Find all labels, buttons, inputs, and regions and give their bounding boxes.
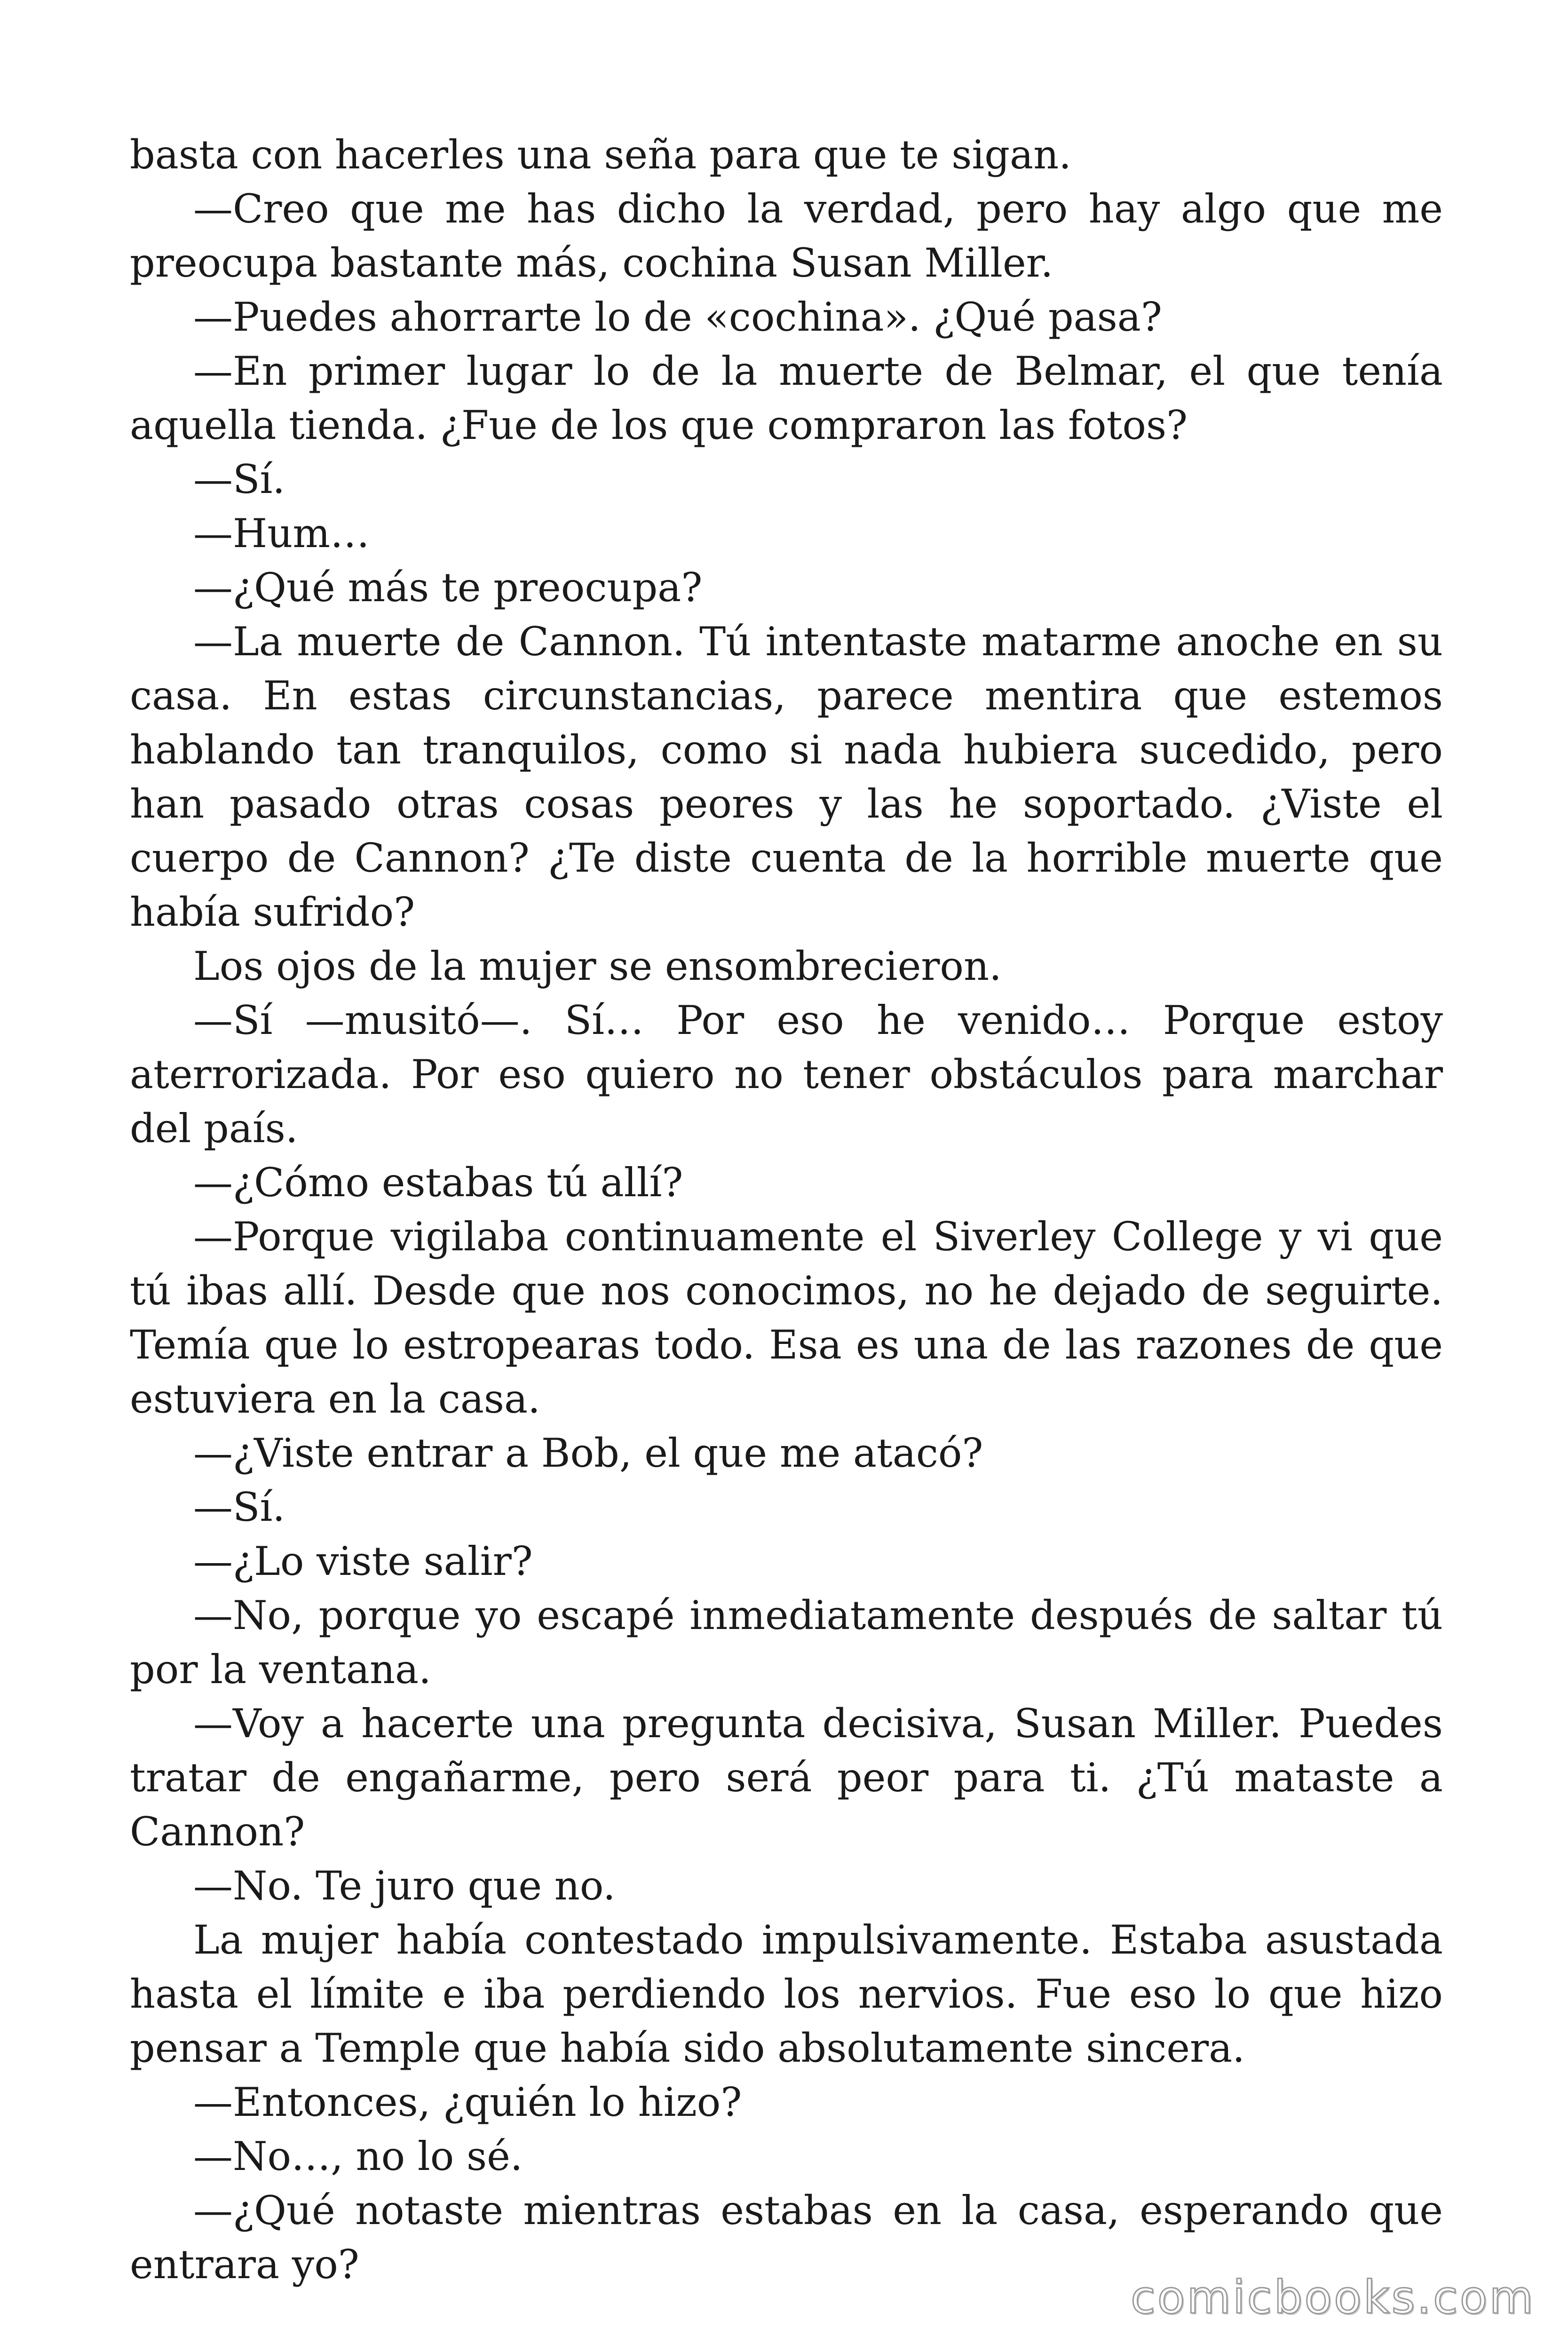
paragraph-7: —¿Qué más te preocupa? (193, 564, 703, 611)
paragraph-4: —En primer lugar lo de la muerte de Belmar, el que tenía aquella tienda. ¿Fue de los que compraron las fotos? (130, 348, 1443, 448)
paragraph-18: —No. Te juro que no. (193, 1863, 616, 1909)
paragraph-15: —¿Lo viste salir? (193, 1538, 533, 1584)
paragraph-16: —No, porque yo escapé inmediatamente después de saltar tú por la ventana. (130, 1592, 1443, 1692)
paragraph-1: basta con hacerles una seña para que te sigan. (130, 132, 1071, 178)
body-text (130, 128, 1443, 2292)
paragraph-17: —Voy a hacerte una pregunta decisiva, Susan Miller. Puedes tratar de engañarme, pero será peor para ti. ¿Tú mataste a Cannon? (130, 1700, 1443, 1855)
paragraph-21: —No…, no lo sé. (193, 2133, 523, 2179)
paragraph-20: —Entonces, ¿quién lo hizo? (193, 2079, 742, 2125)
watermark: comicbooks.com (1130, 2271, 1535, 2324)
paragraph-9: Los ojos de la mujer se ensombrecieron. (193, 943, 1002, 989)
paragraph-14: —Sí. (193, 1484, 285, 1530)
paragraph-19: La mujer había contestado impulsivamente. Estaba asustada hasta el límite e iba perdiendo los nervios. Fue eso lo que hizo pensar a Temple que había sido absolutamente sincera. (130, 1917, 1443, 2071)
paragraph-11: —¿Cómo estabas tú allí? (193, 1160, 683, 1206)
paragraph-22: —¿Qué notaste mientras estabas en la casa, esperando que entrara yo? (130, 2187, 1443, 2288)
paragraph-6: —Hum… (193, 510, 370, 556)
paragraph-13: —¿Viste entrar a Bob, el que me atacó? (193, 1430, 983, 1476)
paragraph-10: —Sí —musitó—. Sí… Por eso he venido… Porque estoy aterrorizada. Por eso quiero no tener obstáculos para marchar del país. (130, 997, 1443, 1152)
paragraph-12: —Porque vigilaba continuamente el Siverley College y vi que tú ibas allí. Desde que nos conocimos, no he dejado de seguirte. Temía que lo estropearas todo. Esa es una de las razones de que estuviera en la casa. (130, 1214, 1443, 1422)
paragraph-2: —Creo que me has dicho la verdad, pero hay algo que me preocupa bastante más, cochina Susan Miller. (130, 186, 1443, 286)
paragraph-8: —La muerte de Cannon. Tú intentaste matarme anoche en su casa. En estas circunstancias, parece mentira que estemos hablando tan tranquilos, como si nada hubiera sucedido, pero han pasado otras cosas peores y las he soportado. ¿Viste el cuerpo de Cannon? ¿Te diste cuenta de la horrible muerte que había sufrido? (130, 619, 1443, 935)
paragraph-5: —Sí. (193, 456, 285, 502)
paragraph-3: —Puedes ahorrarte lo de «cochina». ¿Qué pasa? (193, 294, 1162, 340)
